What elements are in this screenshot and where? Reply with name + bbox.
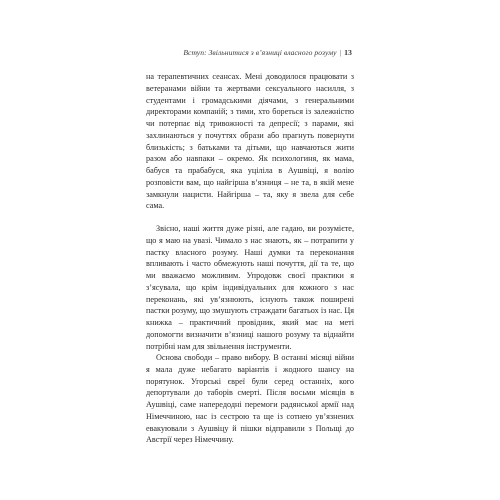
body-paragraph-1: на терапевтичних сеансах. Мені доводилося працювати з ветеранами війни та жертвами сексуального насилля, з студентами і громадськими діячами, з генеральними директорами компаній; з тими, хто бореться із залежністю чи потерпає від тривожності та депресії; з парами, які захлинаються у почуттях образи або прагнуть повернути близькість; з батьками та дітьми, що навчаються жити разом або навпаки – окремо. Як психологиня, як мама, бабуся та прабабуся, яка уціліла в Аушвіці, я волію розповісти вам, що найгірша в’язниця – не та, в якій мене замкнули нацисти. Найгірша – та, яку я звела для себе сама. <box>146 72 354 211</box>
running-head <box>183 48 352 57</box>
page-number: 13 <box>344 48 352 57</box>
running-head-separator: | <box>339 48 342 57</box>
body-paragraph-2: Звісно, наші життя дуже різні, але гадаю, ви розумієте, що я маю на увазі. Чимало з нас знають, як – потрапити у пастку власного розуму. Наші думки та переконання впливають і часто обмежують наші почуття, дії та те, що ми вважаємо можливим. Упродовж своєї практики я з’ясувала, що крім індивідуальних для кожного з нас переконань, які ув’язнюють, існують також поширені пастки розуму, що змушують страждати багатьох із нас. Ця книжка – практичний провідник, який має на меті допомогти визначити в’язниці нашого розуму та віднайти потрібні нам для звільнення інструменти. <box>146 224 354 351</box>
running-head-title: Вступ: Звільнитися з в’язниці власного розуму <box>183 48 337 57</box>
body-paragraph-3: Основа свободи – право вибору. В останні місяці війни я мала дуже небагато варіантів і жодного шансу на порятунок. Угорські євреї були серед останніх, кого депортували до таборів смерті. Після восьми місяців в Аушвіці, саме напередодні перемоги радянської армії над Німеччиною, нас із сестрою та ще із сотнею ув’язнених евакуювали з Аушвіцу й пішки відправили з Польщі до Австрії через Німеччину. <box>146 353 354 445</box>
